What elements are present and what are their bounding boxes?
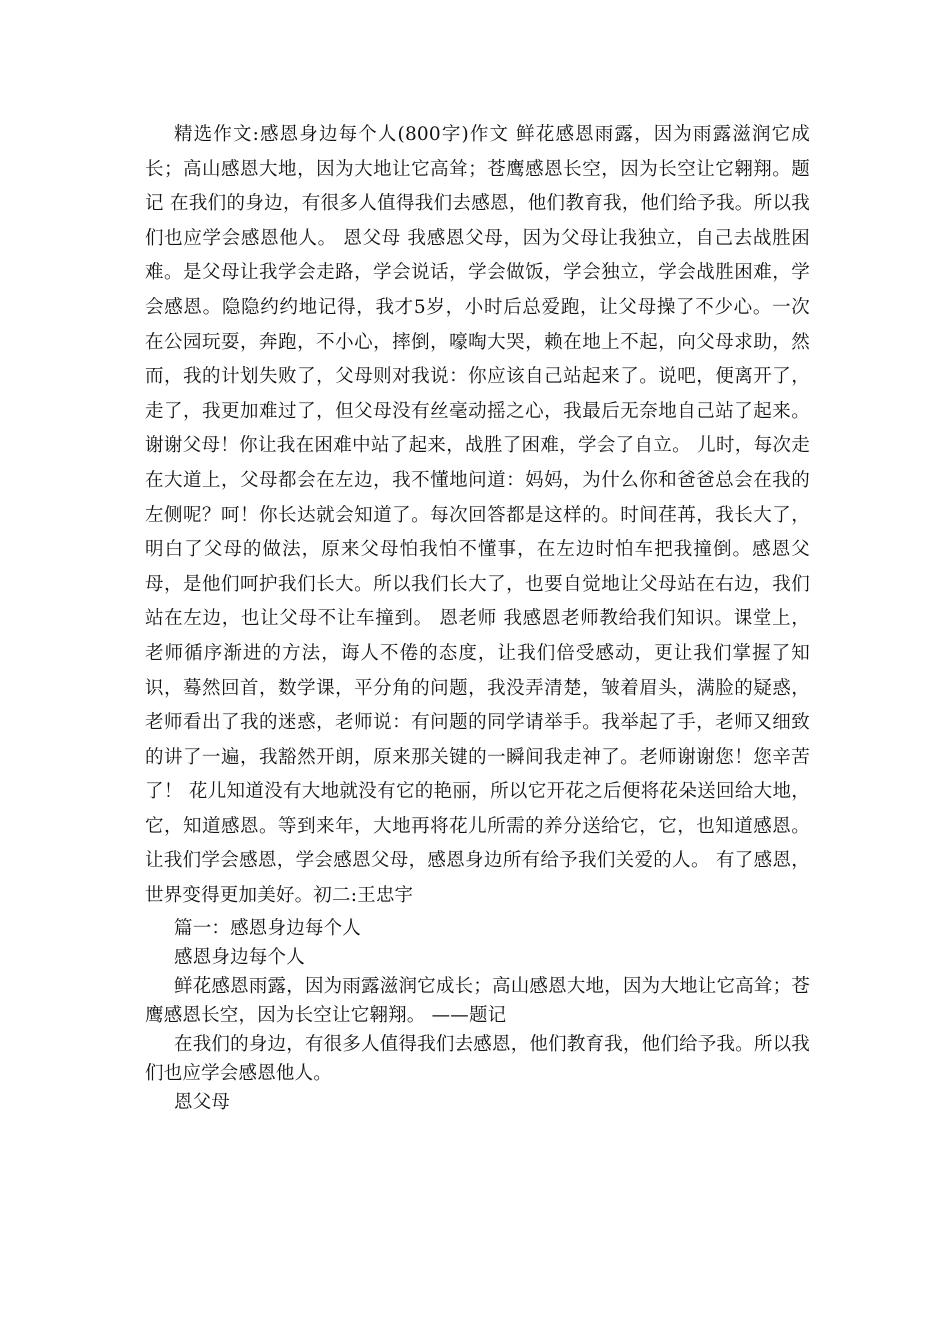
document-page [145, 118, 810, 1117]
main-essay-paragraph: 精选作文:感恩身边每个人(800字)作文 鲜花感恩雨露，因为雨露滋润它成长；高山感恩大地，因为大地让它高耸；苍鹰感恩长空，因为长空让它翱翔。题记 在我们的身边，有很多人值得我们去感恩，他们教育我，他们给予我。所以我们也应学会感恩他人。 恩父母 我感恩父母，因为父母让我独立，自己去战胜困难。是父母让我学会走路，学会说话，学会做饭，学会独立，学会战胜困难，学会感恩。隐隐约约地记得，我才5岁，小时后总爱跑，让父母操了不少心。一次在公园玩耍，奔跑，不小心，摔倒，嚎啕大哭，赖在地上不起，向父母求助，然而，我的计划失败了，父母则对我说：你应该自己站起来了。说吧，便离开了，走了，我更加难过了，但父母没有丝毫动摇之心，我最后无奈地自己站了起来。谢谢父母！你让我在困难中站了起来，战胜了困难，学会了自立。 儿时，每次走在大道上，父母都会在左边，我不懂地问道：妈妈，为什么你和爸爸总会在我的左侧呢？呵！你长达就会知道了。每次回答都是这样的。时间荏苒，我长大了，明白了父母的做法，原来父母怕我怕不懂事，在左边时怕车把我撞倒。感恩父母，是他们呵护我们长大。所以我们长大了，也要自觉地让父母站在右边，我们站在左边，也让父母不让车撞到。 恩老师 我感恩老师教给我们知识。课堂上，老师循序渐进的方法，诲人不倦的态度，让我们倍受感动，更让我们掌握了知识，蓦然回首，数学课，平分角的问题，我没弄清楚，皱着眉头，满脸的疑惑，老师看出了我的迷惑，老师说：有问题的同学请举手。我举起了手，老师又细致的讲了一遍，我豁然开朗，原来那关键的一瞬间我走神了。老师谢谢您！您辛苦了！ 花儿知道没有大地就没有它的艳丽，所以它开花之后便将花朵送回给大地，它，知道感恩。等到来年，大地再将花儿所需的养分送给它，它，也知道感恩。让我们学会感恩，学会感恩父母，感恩身边所有给予我们关爱的人。 有了感恩，世界变得更加美好。初二:王忠宇 [145, 124, 810, 907]
section-paragraph-1: 鲜花感恩雨露，因为雨露滋润它成长；高山感恩大地，因为大地让它高耸；苍鹰感恩长空，因为长空让它翱翔。 ——题记 [145, 975, 810, 1026]
section-paragraph-2: 在我们的身边，有很多人值得我们去感恩，他们教育我，他们给予我。所以我们也应学会感恩他人。 [145, 1033, 810, 1084]
section-heading: 篇一：感恩身边每个人 [174, 917, 362, 939]
section-paragraph-3: 恩父母 [174, 1091, 231, 1113]
section-one [145, 914, 810, 1117]
section-title: 感恩身边每个人 [174, 946, 305, 968]
